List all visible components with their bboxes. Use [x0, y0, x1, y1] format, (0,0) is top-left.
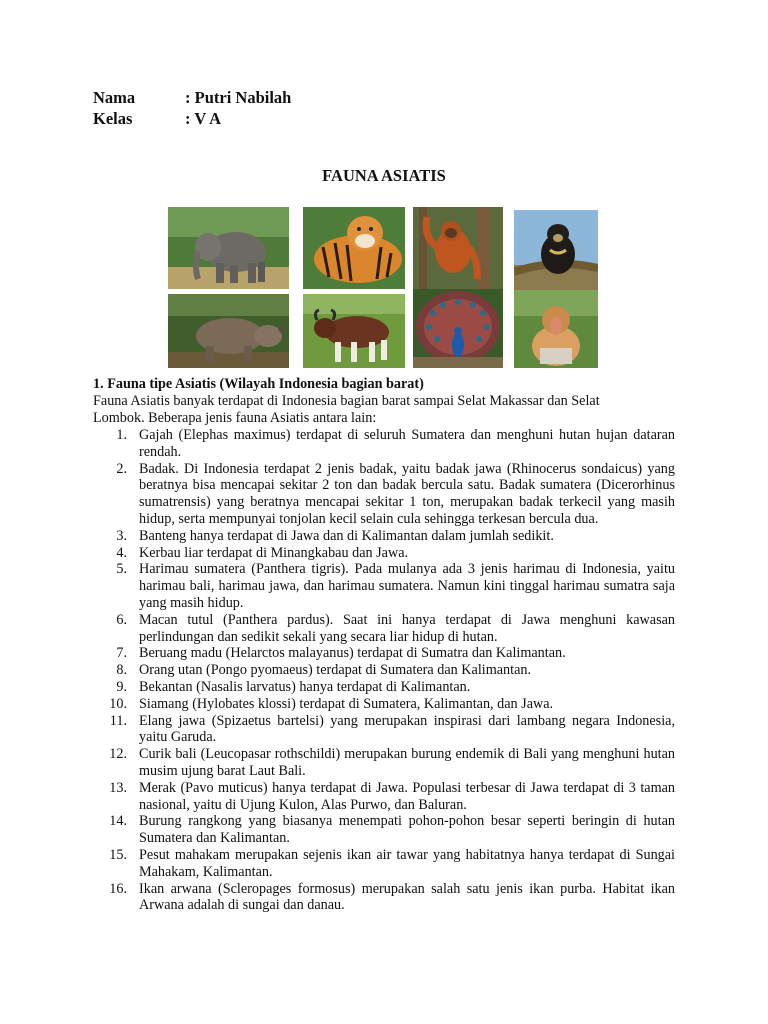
- list-item: [93, 662, 675, 679]
- item-number: 14.: [109, 813, 127, 830]
- item-text: Orang utan (Pongo pyomaeus) terdapat di Sumatera dan Kalimantan.: [139, 662, 532, 679]
- class-label: Kelas: [93, 109, 133, 128]
- item-number: 3.: [116, 527, 127, 544]
- orangutan-photo: [413, 207, 503, 289]
- section-intro: [93, 393, 675, 427]
- list-item: [93, 561, 675, 611]
- item-number: 1.: [116, 427, 127, 443]
- item-number: 7.: [116, 645, 127, 662]
- item-number: 11.: [109, 712, 127, 729]
- proboscis-monkey-photo: [514, 290, 598, 368]
- item-number: 15.: [109, 846, 127, 863]
- list-item: [93, 427, 675, 461]
- list-item: [93, 746, 675, 780]
- item-text: Badak. Di Indonesia terdapat 2 jenis badak, yaitu badak jawa (Rhinocerus sondaicus) yang beratnya bisa mencapai sekitar 2 ton dan badak bercula satu. Badak sumatera (Dicerorhinus sumatrensis) yang beratnya mencapai sekitar 1 ton, merupakan badak terkecil yang masih hidup, serta mempunyai tonjolan kecil selain cula sehingga terkesan bercula dua.: [139, 460, 675, 527]
- list-item: [93, 847, 675, 881]
- section-heading: 1. Fauna tipe Asiatis (Wilayah Indonesia bagian barat): [93, 376, 424, 392]
- name-value: : Putri Nabilah: [185, 88, 292, 107]
- item-text: Beruang madu (Helarctos malayanus) terdapat di Sumatra dan Kalimantan.: [139, 645, 566, 662]
- item-text: Banteng hanya terdapat di Jawa dan di Kalimantan dalam jumlah sedikit.: [139, 527, 554, 544]
- list-item: [93, 612, 675, 646]
- item-text: Curik bali (Leucopasar rothschildi) merupakan burung endemik di Bali yang menghuni hutan musim ujung barat Laut Bali.: [139, 746, 675, 779]
- list-item: [93, 679, 675, 696]
- name-label: Nama: [93, 88, 136, 107]
- peacock-photo: [413, 289, 503, 368]
- item-text: Macan tutul (Panthera pardus). Saat ini hanya terdapat di Jawa menghuni kawasan perlindungan dan sedikit sekali yang secara liar hidup di hutan.: [139, 611, 675, 645]
- item-text: Kerbau liar terdapat di Minangkabau dan Jawa.: [139, 544, 409, 561]
- item-number: 9.: [116, 678, 127, 695]
- sun-bear-photo: [514, 210, 598, 290]
- item-number: 5.: [116, 561, 127, 578]
- item-text: Burung rangkong yang biasanya menempati pohon-pohon besar seperti beringin di hutan Sumatera dan Kalimantan.: [139, 813, 675, 847]
- item-number: 13.: [109, 779, 127, 796]
- item-text: Pesut mahakam merupakan sejenis ikan air tawar yang habitatnya hanya terdapat di Sungai Mahakam, Kalimantan.: [139, 846, 675, 880]
- item-number: 8.: [116, 662, 127, 679]
- list-item: [93, 813, 675, 847]
- item-number: 4.: [116, 544, 127, 561]
- rhinoceros-photo: [168, 294, 289, 368]
- class-value: : V A: [185, 109, 222, 128]
- item-number: 6.: [116, 611, 127, 628]
- tiger-photo: [303, 207, 405, 289]
- list-item: [93, 881, 675, 915]
- fauna-list: [93, 427, 675, 914]
- intro-line: Lombok. Beberapa jenis fauna Asiatis antara lain:: [93, 409, 377, 426]
- list-item: [93, 645, 675, 662]
- list-item: [93, 528, 675, 545]
- item-number: 10.: [109, 695, 127, 712]
- list-item: [93, 461, 675, 528]
- item-text: Gajah (Elephas maximus) terdapat di seluruh Sumatera dan menghuni hutan hujan dataran rendah.: [139, 427, 675, 460]
- item-number: 12.: [109, 746, 127, 763]
- list-item: [93, 696, 675, 713]
- item-text: Siamang (Hylobates klossi) terdapat di Sumatera, Kalimantan, dan Jawa.: [139, 695, 554, 712]
- list-item: [93, 780, 675, 814]
- item-text: Bekantan (Nasalis larvatus) hanya terdapat di Kalimantan.: [139, 678, 471, 695]
- item-number: 16.: [109, 880, 127, 897]
- elephant-photo: [168, 207, 289, 289]
- banteng-photo: [303, 294, 405, 368]
- intro-line: Fauna Asiatis banyak terdapat di Indonesia bagian barat sampai Selat Makassar dan Selat: [93, 393, 600, 409]
- item-text: Ikan arwana (Scleropages formosus) merupakan salah satu jenis ikan purba. Habitat ikan Arwana adalah di sungai dan danau.: [139, 880, 675, 914]
- item-text: Harimau sumatera (Panthera tigris). Pada mulanya ada 3 jenis harimau di Indonesia, yaitu harimau bali, harimau jawa, dan harimau sumatera. Namun kini tinggal harimau sumatra saja yang masih hidup.: [139, 561, 675, 611]
- list-item: [93, 713, 675, 747]
- item-text: Merak (Pavo muticus) hanya terdapat di Jawa. Populasi terbesar di Jawa terdapat di 3 taman nasional, yaitu di Ujung Kulon, Alas Purwo, dan Baluran.: [139, 779, 675, 813]
- item-number: 2.: [116, 460, 127, 477]
- page-title: FAUNA ASIATIS: [322, 166, 446, 185]
- list-item: [93, 545, 675, 562]
- item-text: Elang jawa (Spizaetus bartelsi) yang merupakan inspirasi dari lambang negara Indonesia, yaitu Garuda.: [139, 712, 675, 746]
